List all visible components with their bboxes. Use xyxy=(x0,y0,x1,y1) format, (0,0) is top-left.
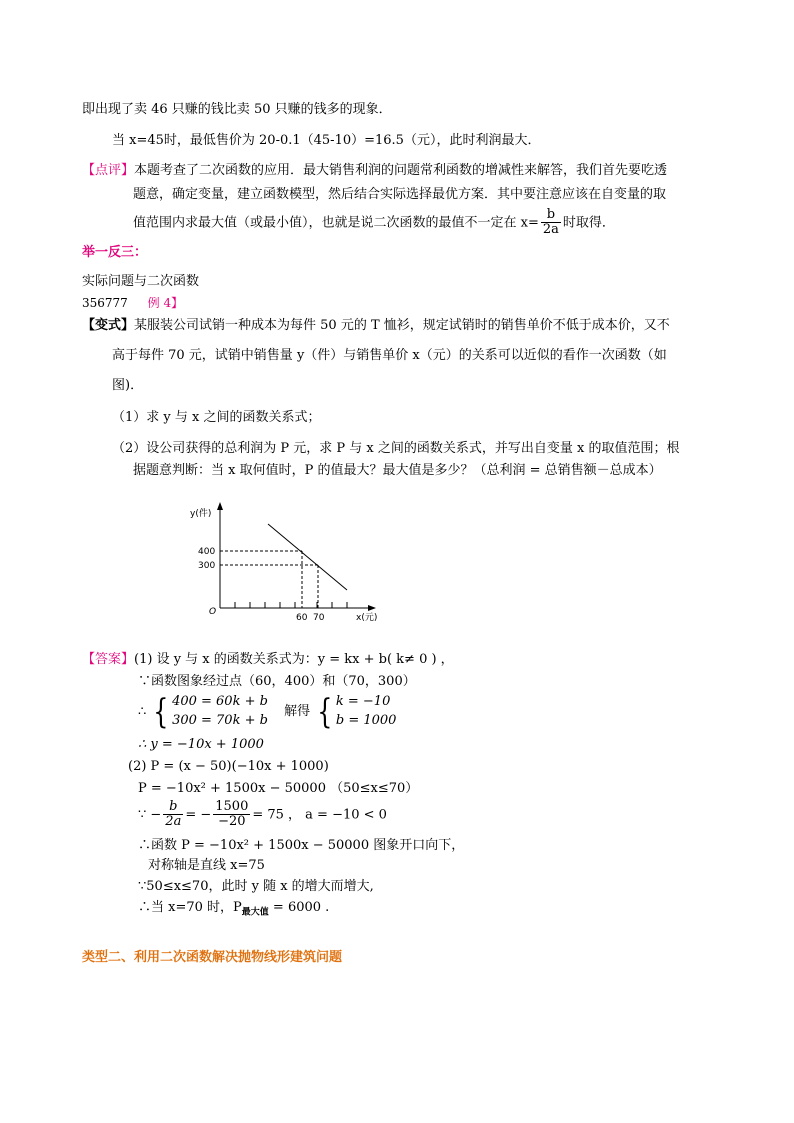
y-axis-arrow-icon xyxy=(217,502,223,510)
origin-label: O xyxy=(209,607,217,617)
comment-text-3: 值范围内求最大值（或最小值），也就是说二次函数的最值不一定在 x= xyxy=(133,215,539,231)
solve-label: 解得 xyxy=(284,703,311,719)
type2-heading: 类型二、利用二次函数解决抛物线形建筑问题 xyxy=(82,950,343,965)
x-axis-label: x(元) xyxy=(356,613,378,623)
part2-line-7-post: = 6000 . xyxy=(268,900,330,915)
section-code-line xyxy=(82,296,183,311)
y-tick-300: 300 xyxy=(198,561,216,571)
variant-line-3: 图)． xyxy=(112,378,144,393)
part2-line-6: ∵50≤x≤70，此时 y 随 x 的增大而增大, xyxy=(138,879,374,894)
comment-text-1: 本题考查了二次函数的应用．最大销售利润的问题常利函数的增减性来解答，我们首先要吃透 xyxy=(134,163,668,178)
left-brace-icon-2: { xyxy=(317,691,333,732)
variant-line-1 xyxy=(82,318,670,334)
because-symbol: ∵ − xyxy=(138,807,162,823)
solution-system: k = −10 b = 1000 xyxy=(335,694,397,728)
question-2a: （2）设公司获得的总利润为 P 元，求 P 与 x 之间的函数关系式，并写出自变量 x 的取值范围；根 xyxy=(112,441,680,456)
part2-line-2: P = −10x² + 1500x − 50000 （50≤x≤70） xyxy=(138,781,419,796)
y-axis-label: y(件) xyxy=(190,509,212,519)
part2-line-1: (2) P = (x − 50)(−10x + 1000) xyxy=(128,759,329,774)
comment-tag: 【点评】 xyxy=(82,163,135,178)
question-2b: 据题意判断：当 x 取何值时，P 的值最大？最大值是多少？（总利润 = 总销售额－总成本） xyxy=(133,463,662,478)
sales-graph xyxy=(180,498,390,628)
variant-text-1: 某服装公司试销一种成本为每件 50 元的 T 恤衫，规定试销时的销售单价不低于成本价，又不 xyxy=(134,318,670,333)
answer-line-4: ∴ y = −10x + 1000 xyxy=(138,737,264,752)
question-1: （1）求 y 与 x 之间的函数关系式； xyxy=(112,410,321,425)
part2-line-3 xyxy=(138,800,387,830)
x-tick-60: 60 xyxy=(296,613,308,623)
fraction-1500: $\frac{1500}{-20}$ xyxy=(215,799,249,830)
section-code: 356777 xyxy=(82,296,128,310)
y-tick-400: 400 xyxy=(198,547,216,557)
variant-tag: 【变式】 xyxy=(82,318,135,333)
comment-line-1 xyxy=(82,163,667,179)
x-axis-arrow-icon xyxy=(368,605,376,611)
b-over-2a-fraction: $\frac{b}{2a}$ xyxy=(542,207,559,238)
intro-line-1: 即出现了卖 46 只赚的钱比卖 50 只赚的钱多的现象． xyxy=(82,102,392,117)
part2-line-4: ∴函数 P = −10x² + 1500x − 50000 图象开口向下， xyxy=(138,838,465,853)
variant-line-2: 高于每件 70 元，试销中销售量 y（件）与销售单价 x（元）的关系可以近似的看作一次函数（如 xyxy=(112,348,667,363)
demand-line xyxy=(268,524,347,590)
answer-line-2: ∵函数图象经过点（60，400）和（70，300） xyxy=(138,674,416,689)
max-subscript: 最大值 xyxy=(241,907,269,918)
answer-system xyxy=(138,693,396,731)
part2-mid: = − xyxy=(185,807,212,823)
part2-line-7 xyxy=(138,900,329,919)
part2-line-5: 对称轴是直线 x=75 xyxy=(148,858,265,873)
answer-tag: 【答案】 xyxy=(82,652,135,667)
section-example: 例 4】 xyxy=(147,296,184,310)
answer-text-1: (1) 设 y 与 x 的函数关系式为：y = kx + b( k≠ 0 ) ， xyxy=(134,652,454,667)
equation-system: 400 = 60k + b 300 = 70k + b xyxy=(172,694,268,728)
part2-post: = 75 ， a = −10 < 0 xyxy=(252,807,387,823)
answer-line-1 xyxy=(82,652,454,668)
comment-text-3b: 时取得． xyxy=(562,215,615,231)
section-title: 举一反三： xyxy=(82,245,148,260)
section-subtitle: 实际问题与二次函数 xyxy=(82,274,200,289)
fraction-b-2a: $\frac{b}{2a}$ xyxy=(165,799,182,830)
x-axis-ticks xyxy=(235,602,347,608)
intro-line-2: 当 x=45时，最低售价为 20-0.1（45-10）=16.5（元），此时利润最大． xyxy=(112,133,541,148)
comment-line-2: 题意，确定变量，建立函数模型，然后结合实际选择最优方案．其中要注意应该在自变量的取 xyxy=(133,187,667,202)
comment-line-3 xyxy=(133,208,615,238)
left-brace-icon: { xyxy=(153,691,169,732)
x-tick-70: 70 xyxy=(313,613,325,623)
therefore-symbol: ∴ xyxy=(138,704,147,720)
part2-line-7-pre: ∴当 x=70 时，P xyxy=(138,900,242,915)
